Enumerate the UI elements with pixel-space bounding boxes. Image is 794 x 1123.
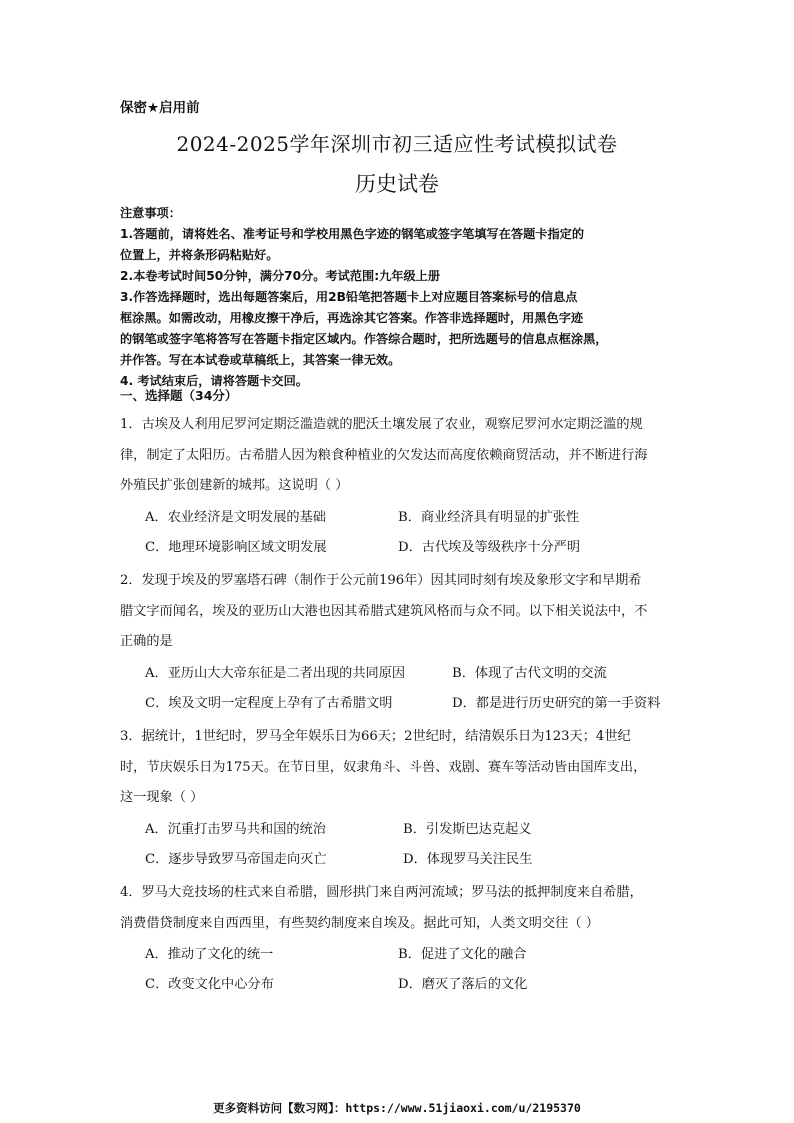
exam-title: 2024-2025学年深圳市初三适应性考试模拟试卷 xyxy=(176,132,618,156)
option-b[interactable]: B．引发斯巴达克起义 xyxy=(403,822,532,837)
option-b[interactable]: B．促进了文化的融合 xyxy=(398,947,527,962)
notes-line: 并作答。写在本试卷或草稿纸上，其答案一律无效。 xyxy=(120,353,401,367)
notes-line: 框涂黑。如需改动，用橡皮擦干净后，再选涂其它答案。作答非选择题时，用黑色字迹 xyxy=(120,311,584,325)
question-stem-line: 2．发现于埃及的罗塞塔石碑（制作于公元前196年）因其同时刻有埃及象形文字和早期希 xyxy=(120,573,642,588)
option-c[interactable]: C．埃及文明一定程度上孕有了古希腊文明 xyxy=(145,696,393,711)
question-stem-line: 4．罗马大竞技场的柱式来自希腊，圆形拱门来自两河流域；罗马法的抵押制度来自希腊， xyxy=(120,885,643,900)
question-4-options xyxy=(145,940,685,1000)
notes-heading: 注意事项： xyxy=(120,206,181,220)
question-4 xyxy=(120,878,680,939)
notes-line: 4. 考试结束后，请将答题卡交回。 xyxy=(120,374,308,388)
question-3 xyxy=(120,722,680,814)
option-a[interactable]: A．推动了文化的统一 xyxy=(145,947,274,962)
question-2-options xyxy=(145,659,685,719)
option-c[interactable]: C．逐步导致罗马帝国走向灭亡 xyxy=(145,852,327,867)
option-d[interactable]: D．体现罗马关注民生 xyxy=(403,852,533,867)
question-1 xyxy=(120,410,680,502)
secret-mark: 保密★启用前 xyxy=(120,100,200,116)
option-d[interactable]: D．古代埃及等级秩序十分严明 xyxy=(398,540,581,555)
notes-line: 的钢笔或签字笔将答写在答题卡指定区域内。作答综合题时，把所选题号的信息点框涂黑， xyxy=(120,332,608,346)
question-2 xyxy=(120,566,680,658)
option-b[interactable]: B．商业经济具有明显的扩张性 xyxy=(398,510,580,525)
footer-link[interactable]: 更多资料访问【数习网】：https://www.51jiaoxi.com/u/2195370 xyxy=(213,1101,581,1115)
question-stem-line: 外殖民扩张创建新的城邦。这说明（ ） xyxy=(120,478,349,493)
option-a[interactable]: A．农业经济是文明发展的基础 xyxy=(145,510,326,525)
question-stem-line: 1．古埃及人利用尼罗河定期泛滥造就的肥沃土壤发展了农业，观察尼罗河水定期泛滥的规 xyxy=(120,417,643,432)
option-d[interactable]: D．都是进行历史研究的第一手资料 xyxy=(452,696,661,711)
option-c[interactable]: C．地理环境影响区域文明发展 xyxy=(145,540,327,555)
notes-line: 位置上，并将条形码粘贴好。 xyxy=(120,248,279,262)
question-stem-line: 正确的是 xyxy=(120,634,173,649)
option-c[interactable]: C．改变文化中心分布 xyxy=(145,977,274,992)
option-a[interactable]: A．沉重打击罗马共和国的统治 xyxy=(145,822,326,837)
notes-line: 3.作答选择题时，选出每题答案后，用2B铅笔把答题卡上对应题目答案标号的信息点 xyxy=(120,290,578,304)
section-heading: 一、选择题（34分） xyxy=(120,388,238,403)
question-stem-line: 律，制定了太阳历。古希腊人因为粮食种植业的欠发达而高度依赖商贸活动，并不断进行海 xyxy=(120,447,648,463)
notes-line: 2.本卷考试时间50分钟，满分70分。考试范围:九年级上册 xyxy=(120,269,441,283)
notes-line: 1.答题前，请将姓名、准考证号和学校用黑色字迹的钢笔或签字笔填写在答题卡指定的 xyxy=(120,227,585,241)
question-stem-line: 时，节庆娱乐日为175天。在节日里，奴隶角斗、斗兽、戏剧、赛车等活动皆由国库支出， xyxy=(120,759,647,775)
option-a[interactable]: A．亚历山大大帝东征是二者出现的共同原因 xyxy=(145,666,406,681)
question-stem-line: 消费借贷制度来自西西里，有些契约制度来自埃及。据此可知，人类文明交往（ ） xyxy=(120,915,599,931)
notes-block xyxy=(120,203,700,392)
question-stem-line: 这一现象（ ） xyxy=(120,790,204,805)
question-3-options xyxy=(145,815,685,875)
question-stem-line: 腊文字而闻名，埃及的亚历山大港也因其希腊式建筑风格而与众不同。以下相关说法中，不 xyxy=(120,603,648,619)
option-b[interactable]: B．体现了古代文明的交流 xyxy=(452,666,607,681)
question-1-options xyxy=(145,503,685,563)
question-stem-line: 3．据统计，1世纪时，罗马全年娱乐日为66天；2世纪时，结清娱乐日为123天；4世纪 xyxy=(120,729,631,744)
option-d[interactable]: D．磨灭了落后的文化 xyxy=(398,977,528,992)
exam-subtitle: 历史试卷 xyxy=(355,172,439,196)
